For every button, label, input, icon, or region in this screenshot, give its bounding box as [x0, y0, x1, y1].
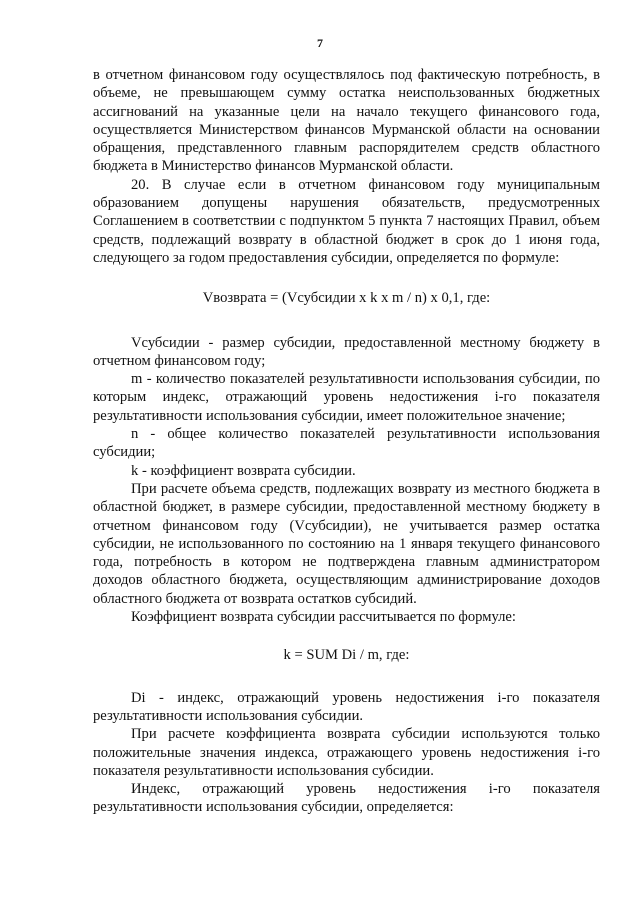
formula-return-volume: Vвозврата = (Vсубсидии x k x m / n) x 0,1, где: [202, 290, 491, 307]
paragraph-positive-values: При расчете коэффициента возврата субсидии используются только положительные значения индекса, отражающего уровень недостижения i-го показателя результативности использования субсидии. [93, 726, 600, 779]
definition-m: m - количество показателей результативности использования субсидии, по которым индекс, отражающий уровень недостижения i-го показателя результативности использования субсидии, имеет положительное значение; [93, 371, 600, 424]
page-number: 7 [317, 36, 323, 50]
definition-v-subsidy: Vсубсидии - размер субсидии, предоставленной местному бюджету в отчетном финансовом году; [93, 334, 600, 369]
formula-coefficient: k = SUM Di / m, где: [283, 647, 410, 664]
paragraph-index-definition: Индекс, отражающий уровень недостижения i-го показателя результативности использования субсидии, определяется: [93, 781, 600, 816]
definition-n: n - общее количество показателей результативности использования субсидии; [93, 426, 600, 461]
definition-di: Di - индекс, отражающий уровень недостижения i-го показателя результативности использования субсидии. [93, 689, 600, 724]
paragraph-coefficient-intro: Коэффициент возврата субсидии рассчитывается по формуле: [131, 609, 516, 626]
paragraph-calculation-note: При расчете объема средств, подлежащих возврату из местного бюджета в областной бюджет, в размере субсидии, предоставленной местному бюджету в отчетном финансовом году (Vсубсидии), не учитывается размер остатка субсидии, не использованного по состоянию на 1 января текущего финансового года, потребность в котором не подтверждена главным администратором доходов областного бюджета, осуществляющим администрирование доходов областного бюджета от возврата остатков субсидий. [93, 480, 600, 607]
paragraph-item-20: 20. В случае если в отчетном финансовом году муниципальным образованием допущены нарушения обязательств, предусмотренных Соглашением в соответствии с подпунктом 5 пункта 7 настоящих Правил, объем средств, подлежащий возврату в областной бюджет в срок до 1 июня года, следующего за годом предоставления субсидии, определяется по формуле: [93, 176, 600, 266]
definition-k: k - коэффициент возврата субсидии. [131, 462, 356, 479]
paragraph-continuation: в отчетном финансовом году осуществлялось под фактическую потребность, в объеме, не превышающем сумму остатка неиспользованных бюджетных ассигнований на указанные цели на начало текущего финансового года, осуществляется Министерством финансов Мурманской области на основании обращения, представленного главным распорядителем средств областного бюджета в Министерство финансов Мурманской области. [93, 67, 600, 175]
document-body [93, 66, 600, 817]
